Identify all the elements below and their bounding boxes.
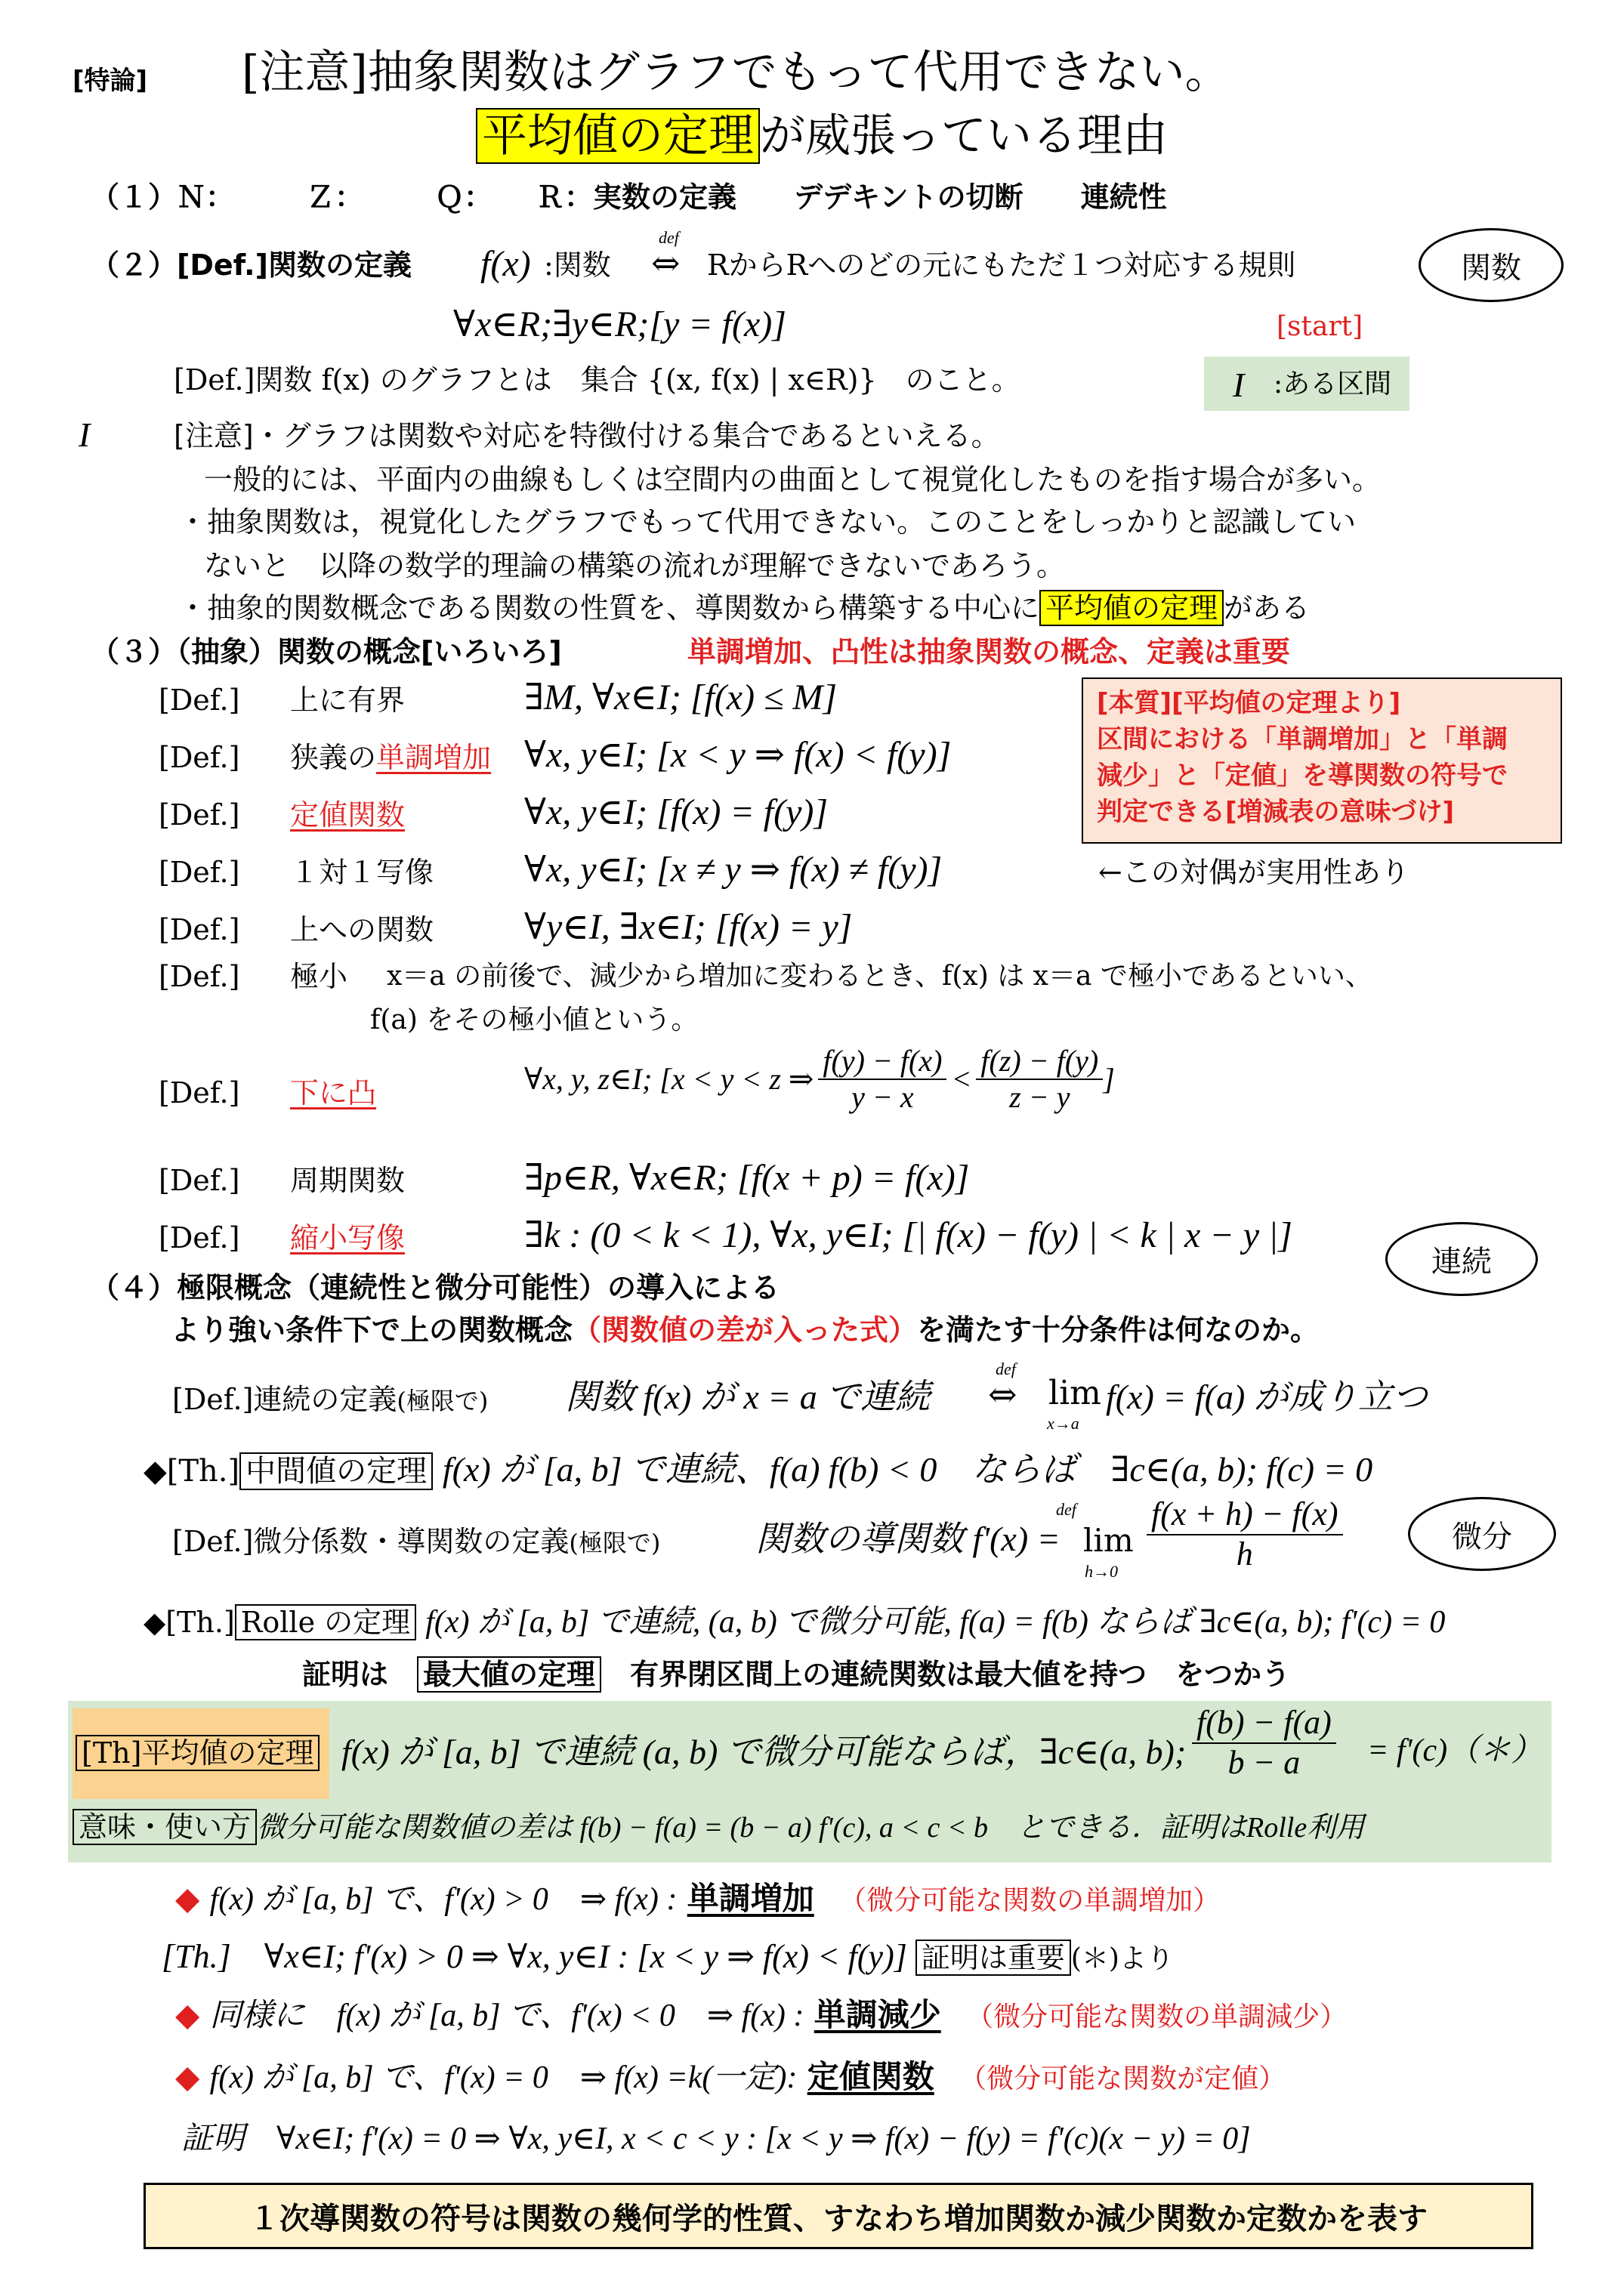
- s1-line: （１）Ｎ： Ｚ： Ｑ： Ｒ：実数の定義 デデキントの切断 連続性: [91, 181, 1167, 214]
- ivt-line: ◆[Th.] 中間値の定理 f(x) が [a, b] で連続、f(a) f(b) < 0 ならば ∃c∈(a, b); f(c) = 0: [144, 1450, 1373, 1489]
- note-highlight: 平均値の定理: [1039, 590, 1224, 626]
- def-tag: [Def.]: [159, 684, 240, 717]
- continuity-def: [Def.]連続の定義(極限で): [172, 1383, 489, 1416]
- consequence-decrease: ◆ 同様に f(x) が [a, b] で、f'(x) < 0 ⇒ f(x) : 単調減少 （微分可能な関数の単調減少）: [175, 1996, 1348, 2033]
- def-tag: [Def.]: [159, 960, 240, 993]
- derivative-fraction: $\frac{f(x + h) - f(x)}{h}$: [1147, 1495, 1343, 1573]
- ivt-box: 中間値の定理: [239, 1452, 433, 1490]
- interval-note: :ある区間: [1274, 369, 1392, 400]
- s4-heading: （４）極限概念（連続性と微分可能性）の導入による: [91, 1271, 780, 1304]
- essence-box: [本質][平均値の定理より] 区間における「単調増加」と「単調 減少」と「定値」を導関数の符号で 判定できる[増減表の意味づけ]: [1082, 677, 1562, 844]
- def-name: 上への関数: [290, 913, 434, 946]
- lim-symbol: lim: [1083, 1522, 1134, 1559]
- oval-renzoku: 連続: [1385, 1222, 1538, 1296]
- section-tag: [特論]: [73, 66, 148, 96]
- def-text: x＝a の前後で、減少から増加に変わるとき、f(x) は x＝a で極小であるといい、: [387, 961, 1372, 992]
- def-name: 下に凸: [290, 1076, 377, 1109]
- mvt-tag: [Th]平均値の定理: [76, 1737, 320, 1770]
- fraction: $\frac{f(z) - f(y)}{z - y}$: [976, 1044, 1103, 1115]
- s2-formula: ∀x∈R;∃y∈R;[y = f(x)]: [453, 304, 786, 344]
- diamond-icon: ◆: [175, 1880, 200, 1917]
- s2-def-label: def: [659, 228, 679, 247]
- s2-fx: f(x): [480, 244, 531, 284]
- proof-line: 証明は 最大値の定理 有界閉区間上の連続関数は最大値を持つ をつかう: [302, 1658, 1291, 1691]
- s2-rule: RからRへのどの元にもただ１つ対応する規則: [707, 248, 1296, 282]
- note-line5: ・抽象的関数概念である関数の性質を、導関数から構築する中心に 平均値の定理 がある: [178, 591, 1311, 625]
- proof-constant: 証明 ∀x∈I; f'(x) = 0 ⇒ ∀x, y∈I, x < c < y : [x < y ⇒ f(x) − f(y) = f'(c)(x − y) = 0]: [181, 2122, 1251, 2156]
- def-formula: ∀x, y∈I; [x ≠ y ⇒ f(x) ≠ f(y)]: [524, 850, 943, 890]
- def-tag: [Def.]: [159, 741, 240, 774]
- max-theorem-box: 最大値の定理: [417, 1656, 601, 1693]
- def-tag: [Def.]: [159, 913, 240, 946]
- title-highlight: 平均値の定理: [476, 108, 760, 164]
- def-label: def: [1056, 1500, 1076, 1519]
- note-line4: ないと 以降の数学的理論の構築の流れが理解できないであろう。: [204, 549, 1066, 582]
- def-side-note: ←この対偶が実用性あり: [1098, 856, 1409, 889]
- def-name: 周期関数: [290, 1164, 406, 1197]
- oval-bibun: 微分: [1408, 1497, 1556, 1571]
- def-name: 狭義の単調増加: [290, 741, 492, 774]
- oval-kansu: 関数: [1419, 228, 1564, 302]
- mvt-text: f(x) が [a, b] で連続 (a, b) で微分可能ならば，∃c∈(a, b);: [341, 1733, 1187, 1771]
- def-tag: [Def.]: [159, 798, 240, 832]
- s2-kansu: :関数: [544, 248, 611, 282]
- mvt-rhs: = f'(c)（＊）: [1367, 1733, 1543, 1768]
- meaning-box: 意味・使い方: [73, 1809, 257, 1845]
- continuity-formula: f(x) = f(a) が成り立つ: [1106, 1378, 1428, 1416]
- def-name: 縮小写像: [290, 1221, 406, 1255]
- def-name: 上に有界: [290, 684, 406, 717]
- margin-I: I: [79, 415, 91, 454]
- s2-iff: ⇔: [651, 242, 681, 283]
- s3-heading: （３）（抽象）関数の概念[いろいろ]: [91, 635, 562, 668]
- mvt-meaning: 意味・使い方 微分可能な関数値の差は f(b) − f(a) = (b − a) f'(c), a < c < b とできる．証明はRolle利用: [73, 1811, 1364, 1845]
- def-name: １対１写像: [290, 856, 434, 889]
- fraction: $\frac{f(y) - f(x)}{y - x}$: [818, 1044, 946, 1115]
- lim-subscript: h→0: [1085, 1562, 1118, 1581]
- def-formula: ∃M, ∀x∈I; [f(x) ≤ M]: [524, 677, 838, 718]
- s2-heading: （２）[Def.]関数の定義: [91, 248, 412, 282]
- s3-red-note: 単調増加、凸性は抽象関数の概念、定義は重要: [687, 635, 1291, 668]
- lim-symbol: lim: [1048, 1374, 1101, 1412]
- def-tag: [Def.]: [159, 1076, 240, 1109]
- def-formula: ∀x, y, z∈I; [x < y < z ⇒ $\frac{f(y) - f(x)}{y - x}$ < $\frac{f(z) - f(y)}{z - y}$ ]: [524, 1044, 1115, 1114]
- note-line3: ・抽象関数は，視覚化したグラフでもって代用できない。このことをしっかりと認識してい: [178, 505, 1357, 539]
- def-formula: ∀x, y∈I; [f(x) = f(y)]: [524, 792, 829, 832]
- s4-line2: より強い条件下で上の関数概念（関数値の差が入った式）を満たす十分条件は何なのか。: [171, 1313, 1320, 1347]
- consequence-increase: ◆ f(x) が [a, b] で、f'(x) > 0 ⇒ f(x) : 単調増加 （微分可能な関数の単調増加）: [175, 1880, 1221, 1917]
- theorem-line: [Th.] ∀x∈I; f'(x) > 0 ⇒ ∀x, y∈I : [x < y ⇒ f(x) < f(y)] 証明は重要 (＊)より: [162, 1938, 1174, 1975]
- def-formula: ∃k : (0 < k < 1), ∀x, y∈I; [| f(x) − f(y) | < k | x − y |]: [524, 1215, 1292, 1255]
- def-formula: ∀y∈I, ∃x∈I; [f(x) = y]: [524, 907, 853, 947]
- iff-symbol: ⇔: [988, 1374, 1017, 1415]
- def-name: 極小: [290, 960, 348, 993]
- diamond-icon: ◆: [175, 2058, 200, 2095]
- note-line2: 一般的には、平面内の曲線もしくは空間内の曲面として視覚化したものを指す場合が多い。: [204, 463, 1382, 496]
- def-tag: [Def.]: [159, 1164, 240, 1197]
- summary-footer: １次導関数の符号は関数の幾何学的性質、すなわち増加関数か減少関数か定数かを表す: [144, 2183, 1533, 2249]
- consequence-constant: ◆ f(x) が [a, b] で、f'(x) = 0 ⇒ f(x) =k(一定): 定値関数 （微分可能な関数が定値）: [175, 2058, 1286, 2095]
- continuity-text: 関数 f(x) が x = a で連続: [565, 1378, 931, 1416]
- def-name: 定値関数: [290, 798, 406, 832]
- proof-important-box: 証明は重要: [915, 1940, 1071, 1976]
- def-label: def: [996, 1359, 1016, 1378]
- s2-start: [start]: [1277, 311, 1363, 342]
- page-title: [注意]抽象関数はグラフでもって代用できない。: [242, 46, 1230, 99]
- s2-graph-def: [Def.]関数 f(x) のグラフとは 集合 {(x, f(x) | x∈R)} のこと。: [174, 363, 1020, 397]
- def-formula: ∀x, y∈I; [x < y ⇒ f(x) < f(y)]: [524, 735, 952, 775]
- derivative-def: [Def.]微分係数・導関数の定義(極限で): [172, 1525, 661, 1558]
- rolle-box: Rolle の定理: [235, 1604, 416, 1640]
- rolle-line: ◆[Th.] Rolle の定理 f(x) が [a, b] で連続, (a, b) で微分可能, f(a) = f(b) ならば ∃c∈(a, b); f'(c) = 0: [144, 1605, 1446, 1640]
- interval-symbol: I: [1233, 366, 1245, 404]
- def-formula: ∃p∈R, ∀x∈R; [f(x + p) = f(x)]: [524, 1158, 970, 1198]
- mvt-fraction: $\frac{f(b) - f(a)}{b - a}$: [1192, 1704, 1336, 1782]
- lim-subscript: x→a: [1047, 1414, 1079, 1433]
- def-tag: [Def.]: [159, 1221, 240, 1255]
- note-line1: [注意]・グラフは関数や対応を特徴付ける集合であるといえる。: [174, 419, 1000, 452]
- page-subtitle: 平均値の定理 が威張っている理由: [476, 110, 1168, 162]
- derivative-text: 関数の導関数 f'(x) =: [755, 1520, 1061, 1558]
- def-tag: [Def.]: [159, 856, 240, 889]
- diamond-icon: ◆: [175, 1996, 200, 2033]
- def-text: f(a) をその極小値という。: [370, 1005, 699, 1035]
